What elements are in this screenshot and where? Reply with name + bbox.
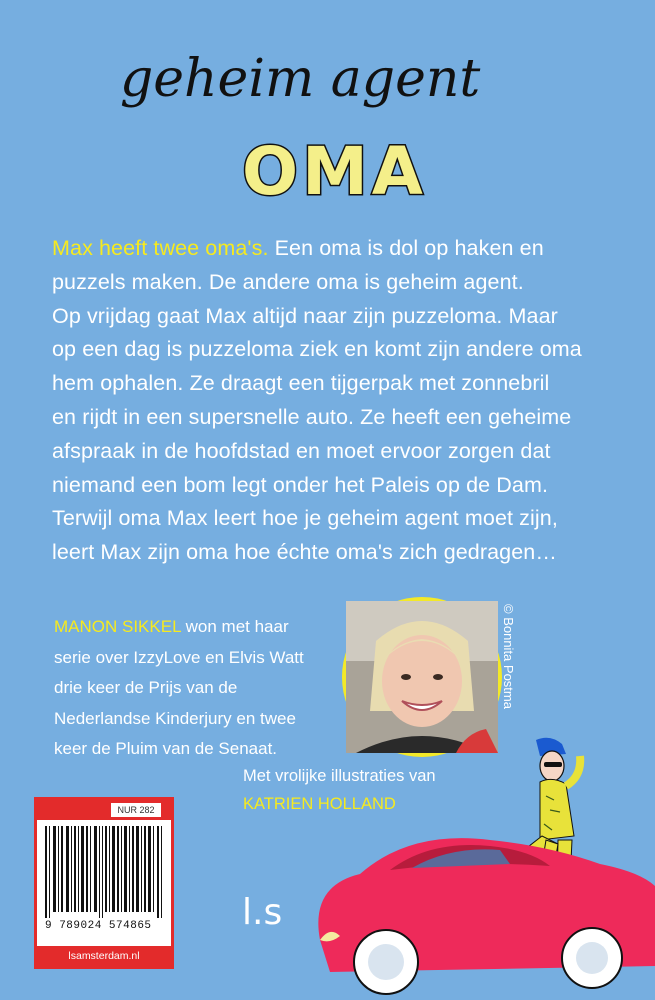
author-photo (342, 597, 502, 757)
photo-credit-text: © Bonnita Postma (501, 604, 516, 709)
bio-line-rest: won met haar (180, 617, 289, 636)
bio-line (54, 612, 354, 643)
blurb-line: puzzels maken. De andere oma is geheim agent. (52, 269, 524, 294)
blurb-line: afspraak in de hoofdstad en moet ervoor zorgen dat (52, 438, 551, 463)
blurb (52, 232, 612, 570)
publisher-url: lsamsterdam.nl (37, 946, 171, 966)
barcode-icon (43, 826, 165, 918)
title-script-text: geheim agent (120, 49, 481, 109)
bio-line: serie over IzzyLove en Elvis Watt (54, 647, 304, 667)
blurb-line: leert Max zijn oma hoe échte oma's zich gedragen… (52, 540, 557, 565)
car-illustration (300, 736, 655, 1000)
barcode-box (34, 797, 174, 969)
blurb-line (52, 232, 612, 266)
blurb-line: hem ophalen. Ze draagt een tijgerpak met zonnebril (52, 371, 550, 396)
photo-credit (496, 600, 526, 740)
publisher-logo-text: l.s (242, 892, 283, 933)
publisher-logo (242, 880, 292, 940)
bio-line: keer de Pluim van de Senaat. (54, 739, 278, 758)
title-oma-text: OMA (242, 133, 427, 210)
illustrator-name: KATRIEN HOLLAND (243, 795, 396, 813)
blurb-line-rest: Een oma is dol op haken en (268, 236, 544, 260)
red-car (318, 838, 655, 994)
blurb-line: Terwijl oma Max leert hoe je geheim agent moet zijn, (52, 506, 558, 531)
nur-label: NUR 282 (111, 803, 161, 817)
nur-bar (37, 800, 171, 820)
blurb-line: Op vrijdag gaat Max altijd naar zijn puzzeloma. Maar (52, 303, 558, 328)
title-script (120, 48, 560, 138)
author-portrait (346, 601, 498, 753)
isbn-number: 9 789024 574865 (45, 920, 152, 932)
blurb-highlight: Max heeft twee oma's. (52, 236, 269, 260)
blurb-line: niemand een bom legt onder het Paleis op de Dam. (52, 472, 549, 497)
blurb-line: op een dag is puzzeloma ziek en komt zijn andere oma (52, 337, 582, 362)
illustrations-text: Met vrolijke illustraties van (243, 767, 436, 785)
author-name: MANON SIKKEL (54, 617, 181, 636)
bio-line: drie keer de Prijs van de (54, 678, 238, 697)
bio-line: Nederlandse Kinderjury en twee (54, 708, 296, 728)
title-oma (236, 130, 427, 210)
blurb-line: en rijdt in een supersnelle auto. Ze heeft een geheime (52, 404, 572, 429)
